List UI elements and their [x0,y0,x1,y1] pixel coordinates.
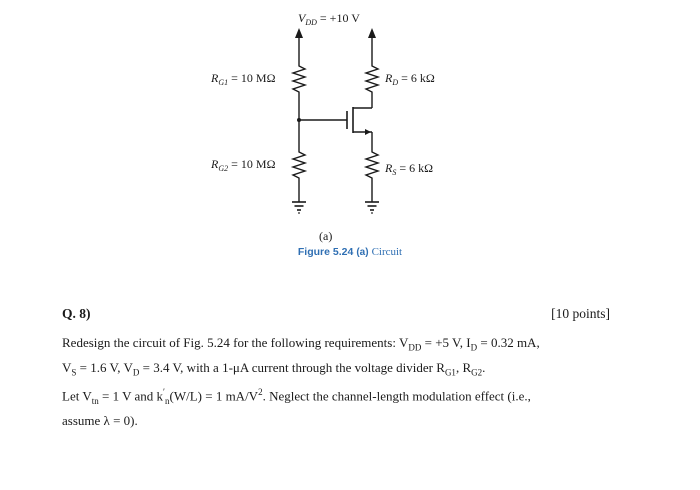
figure-caption [0,244,700,259]
rg2-label: $R_{G2} = 10$ MΩ [211,157,276,173]
subfigure-label: (a) [319,229,333,243]
question-points: [10 points] [551,306,610,321]
caption-text: Circuit [371,246,403,258]
rg1-label: $R_{G1} = 10$ MΩ [211,71,276,87]
rd-label: $R_D = 6$ kΩ [385,71,435,87]
rs-label: $R_S = 6$ kΩ [385,161,434,177]
left-supply-arrow [295,28,303,62]
caption-sub-label: (a) [356,247,369,258]
caption-figure-number: Figure 5.24 [297,246,354,258]
question-paragraph-1: Redesign the circuit of Fig. 5.24 for the following requirements: $V_{DD} = +5$ V, $I_D = 0.32$ mA, $V_S = 1.6$ V, $V_D = 3.4$ V, with a 1-μA current through the voltage divider $R_{G1}$, $R_{G2}$. [62,335,540,378]
question-number: Q. 8) [62,306,91,321]
vdd-label: $V_{DD} = +10$ V [298,11,360,27]
mosfet-symbol [347,107,372,135]
rs-resistor [366,148,378,182]
left-ground-icon [292,202,306,213]
question-header [62,306,610,322]
right-supply-arrow [368,28,376,62]
rg2-resistor [293,148,305,182]
question-paragraph-2: Let $V_{tn} = 1$ V and $k'_n(W/L) = 1$ $mA/V^2$. Neglect the channel-length modulation effect (i.e., assume λ = 0). [62,387,531,428]
right-ground-icon [365,202,379,213]
rd-resistor [366,62,378,96]
rg1-resistor [293,62,305,96]
